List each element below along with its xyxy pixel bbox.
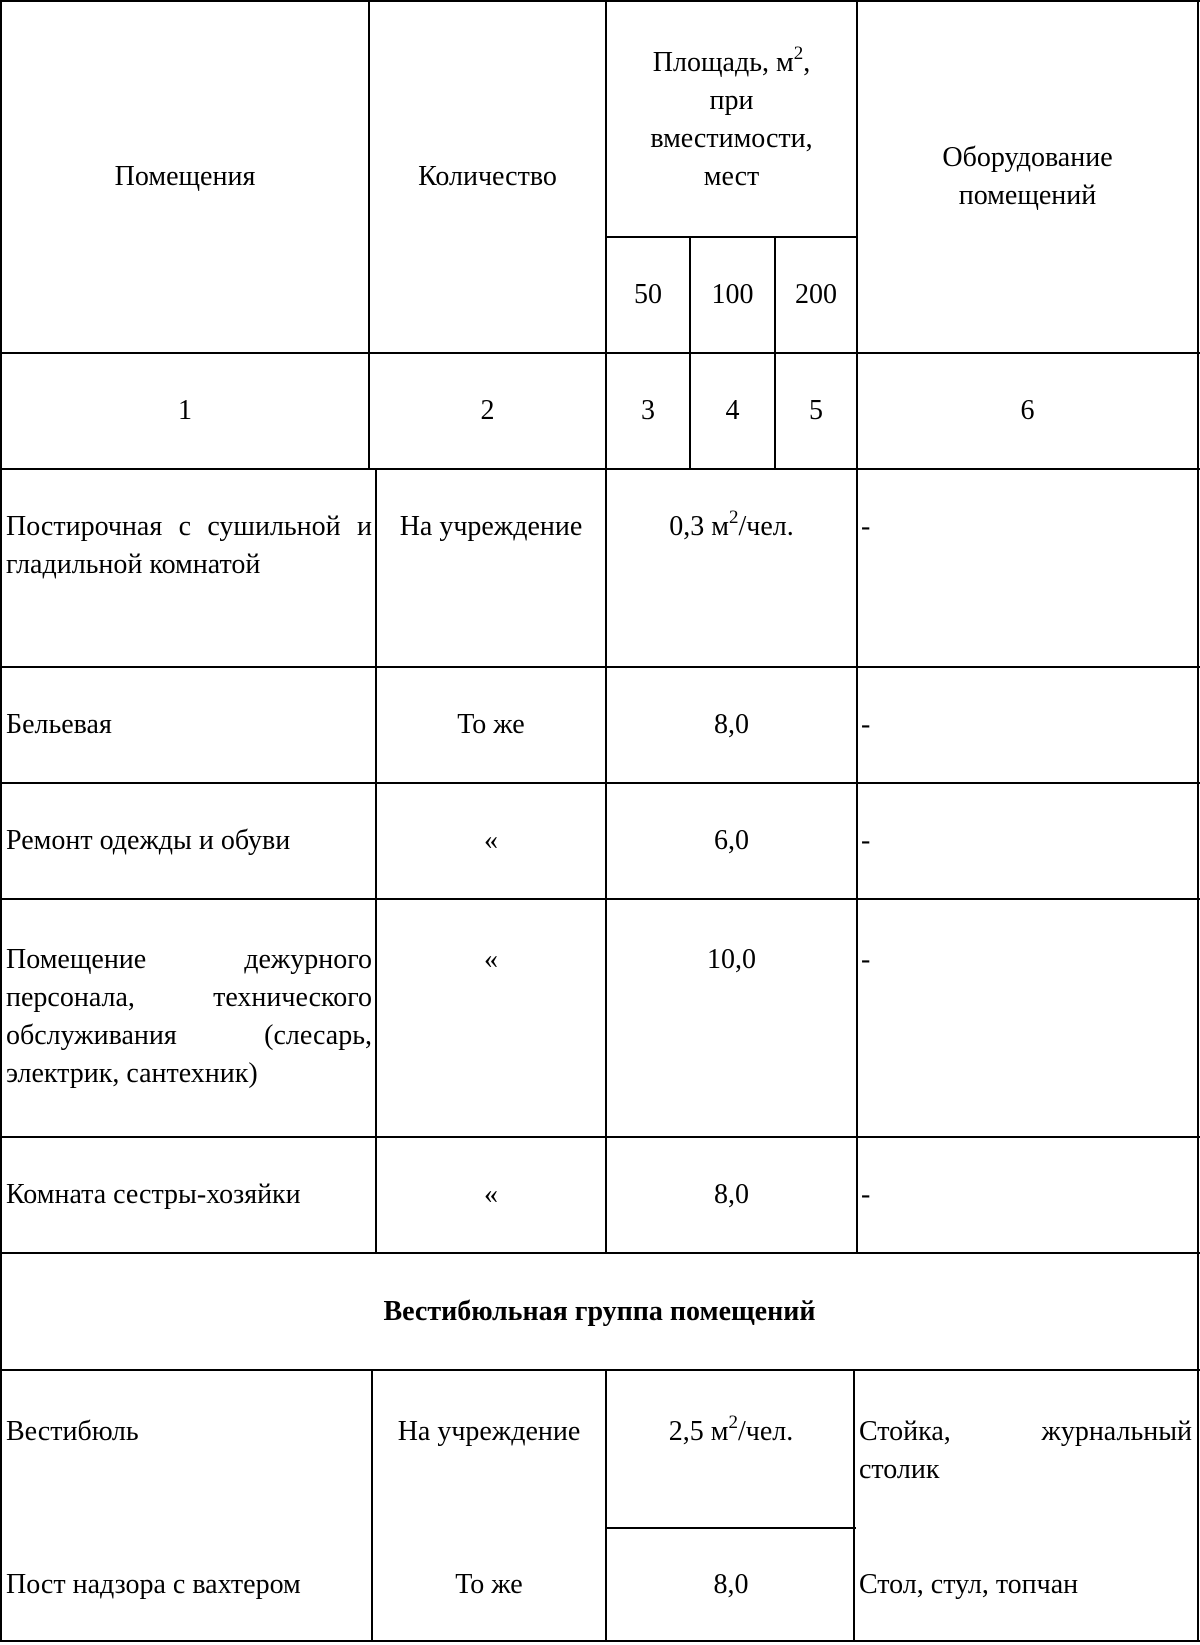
vestibule-row-1-room-text: Вестибюль	[6, 1416, 139, 1447]
header-area-line-3: вместимости,	[650, 123, 813, 154]
header-equipment-line-1: Оборудование	[942, 142, 1113, 173]
row-2-quantity-text: То же	[457, 709, 525, 740]
row-1-equipment-text: -	[861, 511, 871, 542]
capacity-50-label: 50	[634, 279, 662, 310]
row-1-quantity	[377, 508, 605, 548]
row-2-quantity	[377, 668, 605, 782]
row-4-room-text: Помещение дежурного персонала, технического обслуживания (слесарь, электрик, сантехник)	[6, 944, 372, 1089]
column-number-1	[2, 354, 368, 468]
header-rooms-label: Помещения	[114, 161, 256, 192]
vestibule-row-1-area	[607, 1413, 855, 1453]
column-number-3-label: 3	[641, 395, 655, 426]
row-1-room-text: Постирочная с сушильной и гладильной комнатой	[6, 511, 372, 580]
header-equipment	[858, 2, 1197, 352]
column-number-5-label: 5	[809, 395, 823, 426]
vestibule-row-2-room	[6, 1529, 366, 1640]
capacity-100-label: 100	[711, 279, 754, 310]
header-capacity-200	[776, 238, 856, 352]
row-3-equipment-text: -	[861, 825, 871, 856]
header-area-line-2: при	[709, 85, 754, 116]
vestibule-row-1-area-tail: /чел.	[737, 1416, 794, 1447]
vestibule-row-2-area	[607, 1529, 855, 1640]
row-5-room-text: Комната сестры-хозяйки	[6, 1179, 301, 1210]
header-equipment-line-2: помещений	[958, 180, 1097, 211]
row-3-quantity-text: «	[484, 825, 498, 856]
row-2-area	[607, 668, 856, 782]
rule-section-bottom	[0, 1369, 1200, 1371]
row-2-equipment-text: -	[861, 709, 871, 740]
header-area-line-1	[650, 44, 812, 82]
vestibule-row-1-room	[6, 1413, 366, 1453]
row-4-quantity	[377, 941, 605, 981]
header-area-sup: 2	[793, 42, 804, 64]
header-area-line-4: мест	[703, 161, 760, 192]
section-title-text: Вестибюльная группа помещений	[383, 1295, 816, 1327]
rule-bottom	[0, 1640, 1200, 1642]
vestibule-row-2-quantity-text: То же	[455, 1568, 523, 1600]
header-quantity-label: Количество	[418, 161, 557, 192]
header-quantity	[370, 2, 605, 352]
row-2-equipment	[861, 668, 1191, 782]
vestibule-row-2-equipment	[859, 1529, 1192, 1640]
column-number-6	[858, 354, 1197, 468]
row-5-area	[607, 1138, 856, 1252]
vestibule-row-1-area-value: 2,5 м	[668, 1416, 729, 1447]
row-1-room	[6, 508, 372, 658]
row-3-equipment	[861, 784, 1191, 898]
row-3-area-text: 6,0	[714, 825, 749, 856]
header-area	[607, 20, 856, 220]
row-5-quantity	[377, 1138, 605, 1252]
column-number-6-label: 6	[1020, 395, 1035, 426]
row-4-room	[6, 941, 372, 1131]
row-5-equipment	[861, 1138, 1191, 1252]
vestibule-row-1-area-text	[669, 1413, 793, 1451]
row-1-equipment	[861, 508, 1191, 548]
row-4-equipment	[861, 941, 1191, 981]
section-title	[2, 1254, 1197, 1369]
header-area-label	[650, 44, 812, 196]
row-1-area-text	[669, 508, 793, 546]
column-number-5	[776, 354, 856, 468]
vestibule-row-1-quantity-text: На учреждение	[397, 1416, 581, 1447]
row-1-area	[607, 508, 856, 548]
vestibule-row-2-quantity	[373, 1529, 605, 1640]
row-2-area-text: 8,0	[714, 709, 749, 740]
row-4-equipment-text: -	[861, 944, 871, 975]
row-3-quantity	[377, 784, 605, 898]
vestibule-row-2-room-text: Пост надзора с вахтером	[6, 1568, 301, 1600]
vestibule-row-2-equipment-text: Стол, стул, топчан	[859, 1568, 1079, 1600]
vestibule-row-1-equipment-text: Стойка, журнальный столик	[859, 1416, 1192, 1485]
column-number-2-label: 2	[480, 395, 495, 426]
header-capacity-50	[607, 238, 689, 352]
rule-numbers-bottom	[0, 468, 1200, 470]
row-2-room-text: Бельевая	[6, 709, 112, 740]
header-area-tail: ,	[803, 47, 811, 78]
row-2-room	[6, 668, 372, 782]
row-1-quantity-text: На учреждение	[399, 511, 583, 542]
header-area-text: Площадь, м	[652, 47, 794, 78]
column-number-4	[691, 354, 774, 468]
row-1-area-value: 0,3 м	[669, 511, 729, 542]
rule-row-3-bottom	[0, 898, 1200, 900]
row-4-area-text: 10,0	[707, 944, 756, 975]
column-number-3	[607, 354, 689, 468]
row-5-equipment-text: -	[861, 1179, 871, 1210]
row-1-area-tail: /чел.	[738, 511, 794, 542]
header-capacity-100	[691, 238, 774, 352]
header-equipment-label	[942, 139, 1112, 215]
row-5-area-text: 8,0	[714, 1179, 749, 1210]
row-5-room	[6, 1138, 372, 1252]
rule-right	[1197, 0, 1199, 1642]
vestibule-row-1-quantity	[373, 1413, 605, 1453]
column-number-2	[370, 354, 605, 468]
row-4-area	[607, 941, 856, 981]
row-4-quantity-text: «	[484, 944, 498, 975]
column-number-1-label: 1	[178, 395, 192, 426]
row-3-area	[607, 784, 856, 898]
header-rooms	[2, 2, 368, 352]
capacity-200-label: 200	[795, 279, 837, 310]
row-3-room	[6, 784, 372, 898]
vestibule-row-1-area-sup: 2	[728, 1411, 738, 1433]
row-1-area-sup: 2	[728, 506, 739, 528]
column-number-4-label: 4	[725, 395, 740, 426]
vestibule-row-2-area-text: 8,0	[713, 1568, 749, 1600]
row-5-quantity-text: «	[484, 1179, 498, 1210]
vestibule-row-1-equipment	[859, 1413, 1192, 1493]
row-3-room-text: Ремонт одежды и обуви	[6, 825, 291, 856]
